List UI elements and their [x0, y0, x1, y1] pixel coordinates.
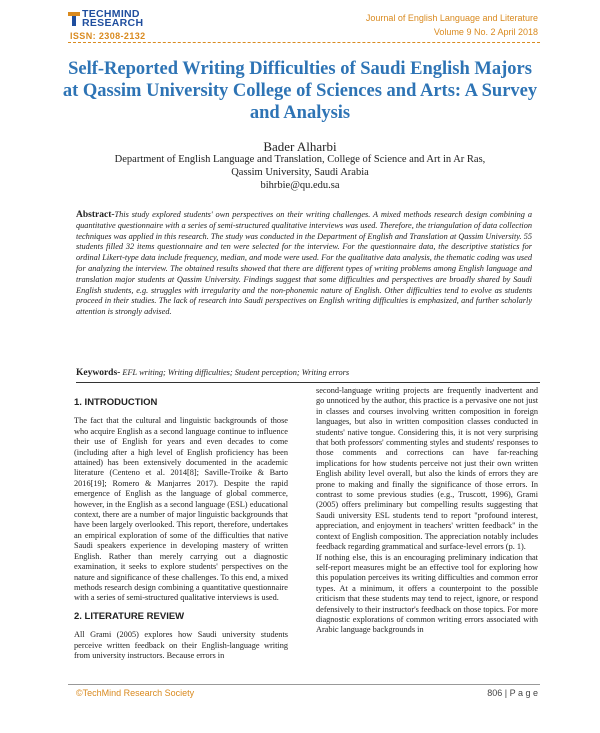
abstract — [76, 210, 532, 318]
author-email: bihrbie@qu.edu.sa — [260, 180, 340, 191]
footer-society: ©TechMind Research Society — [76, 688, 195, 698]
publisher-logo — [68, 9, 198, 43]
keywords-text: EFL writing; Writing difficulties; Student perception; Writing errors — [120, 368, 350, 377]
literature-review-text: All Grami (2005) explores how Saudi university students perceive written feedback on their English-language writing from university instructors. Because errors in — [74, 630, 288, 660]
introduction-heading: 1. INTRODUCTION — [74, 397, 158, 408]
journal-info — [366, 11, 538, 39]
introduction-text: The fact that the cultural and linguistic backgrounds of those who acquire English as a second language continue to influence their use of English for years and even decades to come (including after a high level of English proficiency has been attained) has been extensively documented in the academic literature (Centeno et al. 2014[8]; Saville-Troike & Barto 2016[19]; Romero & Manjarres 2017). Despite the rapid emergence of English as the language of global commerce, however, in the English as a second language (ESL) educational context, there are a number of major linguistic backgrounds that have been largely overlooked. This report, therefore, undertakes an empirical exploration of some of the difficulties that native Saudi speakers experience in developing mastery of written English. Rather than merely carrying out a diagnostic examination, it seeks to explore students' perspectives on the nature and significance of these challenges. To this end, a mixed methods research design combining a quantitative questionnaire with a series of semi-structured qualitative interviews is used. — [74, 416, 288, 603]
keywords-label: Keywords- — [76, 368, 121, 378]
author-affiliation — [60, 153, 540, 192]
logo-mark-icon — [68, 12, 80, 26]
affiliation-line-1: Department of English Language and Translation, College of Science and Art in Ar Ras, — [114, 154, 486, 165]
body-paragraph-2: If nothing else, this is an encouraging preliminary indication that self-report measures might be an effective tool for exploring how this population perceives its writing difficulties and common error types. At a minimum, it offers a counterpoint to the possible criticism that these students may tend to reject, ignore, or respond defensively to their instructor's feedback on those topics. For more diagnostic explorations of common writing errors associated with Arabic language backgrounds in — [316, 552, 538, 635]
keywords-divider — [76, 382, 540, 383]
journal-volume: Volume 9 No. 2 April 2018 — [433, 27, 538, 37]
journal-name: Journal of English Language and Literature — [365, 13, 538, 23]
header-divider — [68, 42, 540, 43]
abstract-text: This study explored students' own perspectives on their writing challenges. A mixed methods research design combining a quantitative questionnaire with a series of semi-structured qualitative interviews was used. Therefore, the triangulation of data collection techniques was applied in this research. The study was conducted in the Department of English and Translation at Qassim University. 55 students filled 32 items questionnaire and ten were selected for the interview. For the questionnaire data, the descriptive statistics for ordinal Likert-type data include frequency, median, and mode were used. For the qualitative data analysis, the thematic coding was used for analyzing the interview. The obtained results showed that there are different types of writing problems among English language and translation major students at Qassim University. Findings suggest that some difficulties and perspectives are broadly shared by Saudi English students, e.g. struggles with irregularity and the non-phonemic nature of English. Other difficulties tend to evolve as students proceed in their studies. The lack of research into Saudi perspectives on English writing difficulties is emphasized, and further scholarly attention is strongly advised. — [76, 210, 532, 317]
issn-text: ISSN: 2308-2132 — [70, 31, 146, 41]
body-paragraph-1: second-language writing projects are frequently inadvertent and go unnoticed by the author, this practice is a pervasive one not just in classes and courses involving written composition in foreign languages, but also in written composition classes conducted in students' native tongue. Considering this, it is not very surprising that both professors' commenting styles and students' responses to those comments and corrections can have far-reaching implications for how students perceive not just their own written English ability level overall, but also the kinds of errors they are prone to making and finally the significance of those errors. In contrast to some previous studies (e.g., Truscott, 1996), Grami (2005) offers preliminary but compelling results suggesting that Saudi university ESL students tend to report "profound interest, appreciation, and enjoyment in teachers' written feedback" in the context of English composition. The appreciation notably includes feedback regarding grammatical and surface-level errors (p. 1). — [316, 386, 538, 552]
left-column — [74, 396, 288, 661]
paper-title: Self-Reported Writing Difficulties of Saudi English Majors at Qassim University College of Sciences and Arts: A Survey and Analysis — [62, 59, 538, 123]
keywords — [76, 368, 532, 378]
literature-review-heading: 2. LITERATURE REVIEW — [74, 610, 185, 622]
page-number: 806 | P a g e — [487, 688, 538, 698]
affiliation-line-2: Qassim University, Saudi Arabia — [231, 167, 369, 178]
right-column — [316, 386, 538, 636]
author-name: Bader Alharbi — [263, 139, 337, 154]
footer-divider — [68, 684, 540, 685]
logo-text: TECHMIND RESEARCH — [82, 8, 144, 29]
abstract-label: Abstract- — [76, 210, 115, 220]
